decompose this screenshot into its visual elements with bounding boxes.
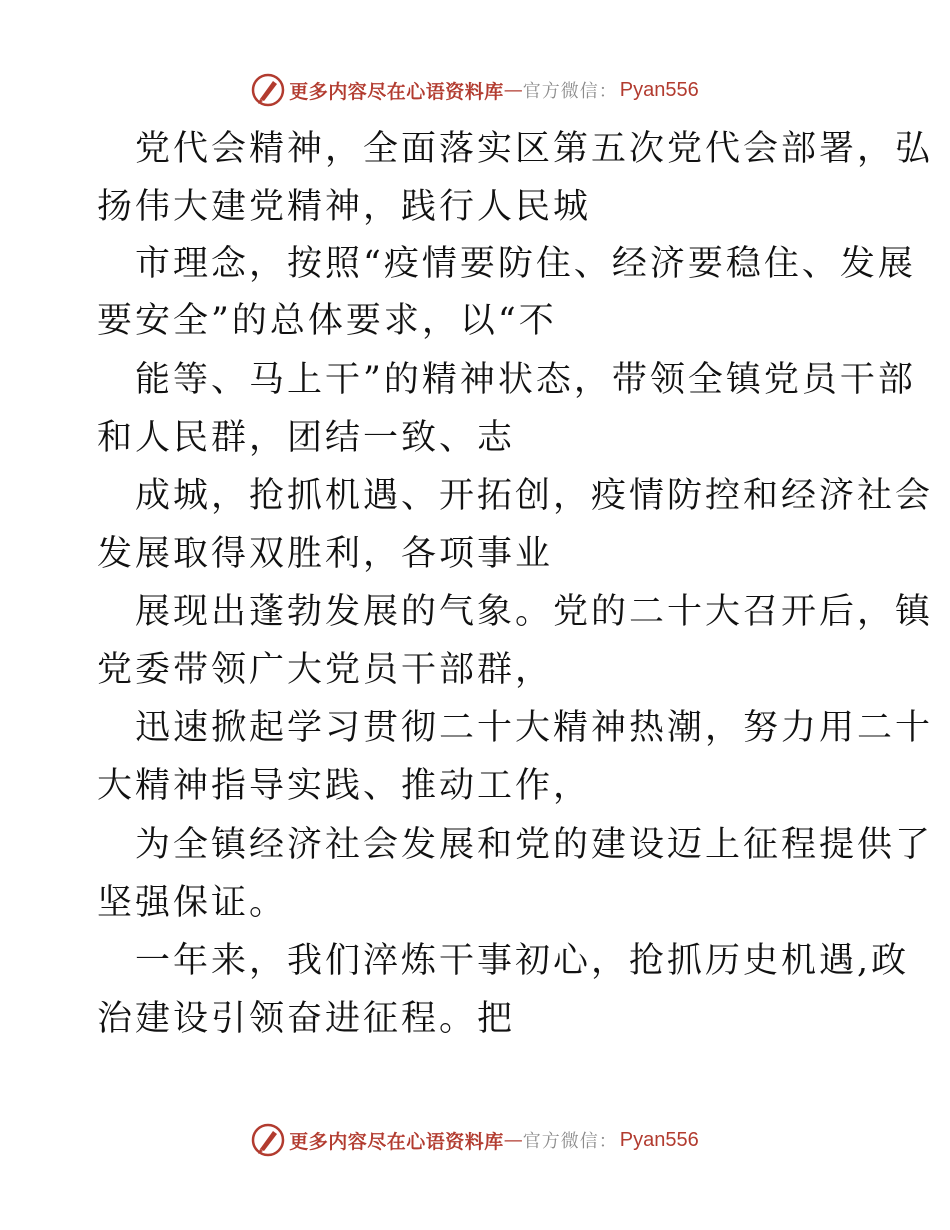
text-line: 坚强保证。: [97, 883, 288, 923]
footer-dash: —: [503, 1129, 523, 1151]
header-dash: —: [503, 79, 523, 101]
footer-wechat-id: Pyan556: [619, 1128, 699, 1151]
text-line: 展现出蓬勃发展的气象。党的二十大召开后，镇: [135, 592, 934, 632]
text-line: 扬伟大建党精神，践行人民城: [97, 187, 592, 227]
text-line: 大精神指导实践、推动工作，: [97, 766, 592, 806]
header-banner: [0, 70, 950, 110]
text-line: 迅速掀起学习贯彻二十大精神热潮，努力用二十: [135, 708, 934, 748]
text-line: 党代会精神，全面落实区第五次党代会部署，弘: [135, 129, 934, 169]
quill-logo-icon: [251, 1123, 285, 1157]
footer-banner: [0, 1120, 950, 1160]
text-line: 和人民群，团结一致、志: [97, 418, 516, 458]
header-wechat-id: Pyan556: [619, 78, 699, 101]
text-line: 一年来，我们淬炼干事初心，抢抓历史机遇,政: [135, 941, 910, 981]
footer-brand-text: 更多内容尽在心语资料库: [289, 1130, 504, 1153]
text-line: 能等、马上干”的精神状态，带领全镇党员干部: [135, 360, 916, 400]
text-line: 党委带领广大党员干部群，: [97, 650, 554, 690]
text-line: 市理念，按照“疫情要防住、经济要稳住、发展: [135, 244, 916, 284]
quill-logo-icon: [251, 73, 285, 107]
text-line: 成城，抢抓机遇、开拓创，疫情防控和经济社会: [135, 476, 934, 516]
text-line: 治建设引领奋进征程。把: [97, 999, 516, 1039]
text-line: 发展取得双胜利，各项事业: [97, 534, 554, 574]
footer-wechat-label: 官方微信：: [522, 1131, 618, 1152]
text-line: 为全镇经济社会发展和党的建设迈上征程提供了: [135, 825, 934, 865]
text-line: 要安全”的总体要求，以“不: [97, 301, 557, 341]
header-brand-text: 更多内容尽在心语资料库: [289, 80, 504, 103]
header-wechat-label: 官方微信：: [522, 81, 618, 102]
